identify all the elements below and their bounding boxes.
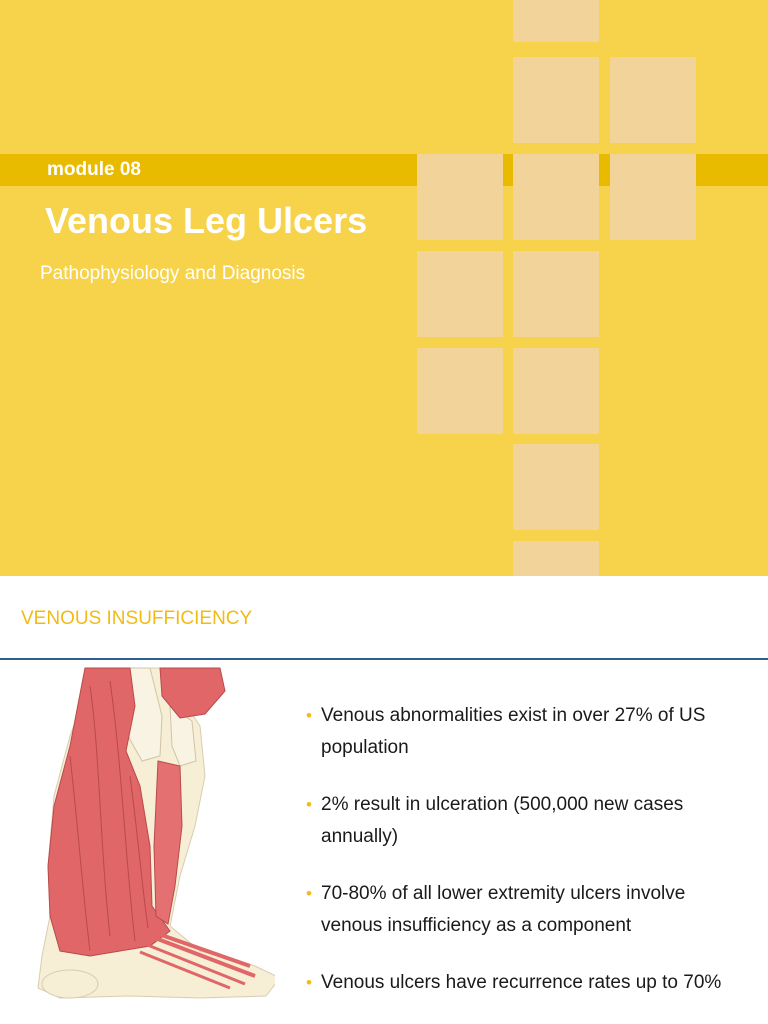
decor-square xyxy=(417,348,503,434)
page-title: Venous Leg Ulcers xyxy=(45,200,368,241)
module-label: module 08 xyxy=(47,159,141,180)
decor-square xyxy=(417,251,503,337)
bullet-dot-icon: • xyxy=(306,706,312,725)
decor-square xyxy=(513,251,599,337)
section-title: VENOUS INSUFFICIENCY xyxy=(21,608,253,629)
page-subtitle: Pathophysiology and Diagnosis xyxy=(40,263,306,284)
decor-square xyxy=(513,0,599,42)
decor-square xyxy=(513,154,599,240)
decor-square xyxy=(513,541,599,576)
list-item: • 70-80% of all lower extremity ulcers involve venous insufficiency as a component xyxy=(306,878,746,942)
bullet-dot-icon: • xyxy=(306,884,312,903)
decor-square xyxy=(417,154,503,240)
decor-square xyxy=(610,154,696,240)
bullet-dot-icon: • xyxy=(306,795,312,814)
decor-square xyxy=(610,57,696,143)
list-item: • Venous abnormalities exist in over 27% of US population xyxy=(306,700,746,764)
content-slide xyxy=(0,576,768,1024)
leg-muscle-anatomy-icon xyxy=(30,666,275,1016)
list-item: • 2% result in ulceration (500,000 new cases annually) xyxy=(306,789,746,853)
decor-square xyxy=(513,444,599,530)
list-item: • Venous ulcers have recurrence rates up to 70% xyxy=(306,967,746,999)
decor-square xyxy=(513,348,599,434)
bullet-list xyxy=(306,700,746,1024)
decor-square xyxy=(513,57,599,143)
section-divider xyxy=(0,658,768,660)
bullet-dot-icon: • xyxy=(306,973,312,992)
